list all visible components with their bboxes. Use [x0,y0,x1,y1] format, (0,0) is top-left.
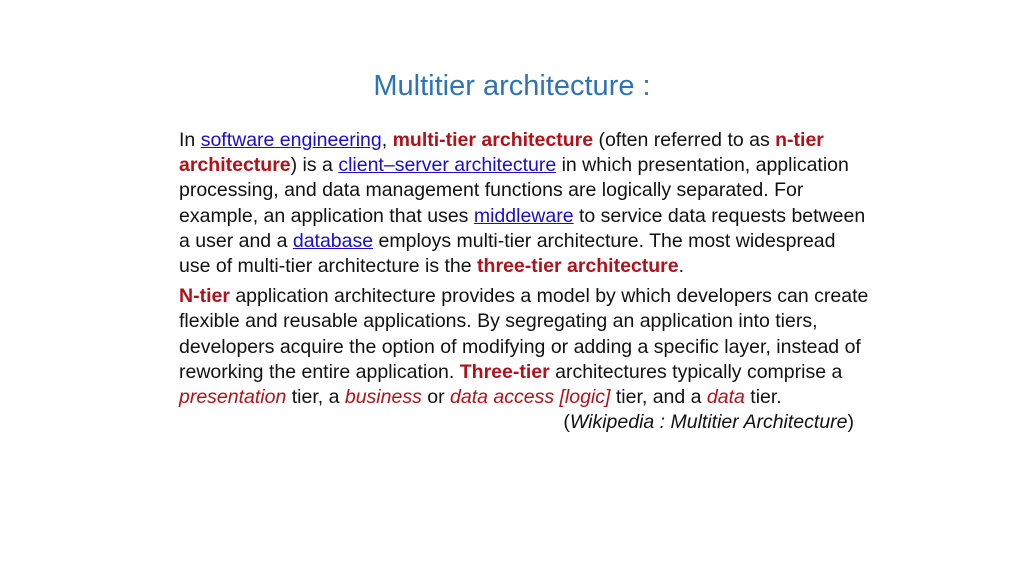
link-middleware[interactable]: middleware [473,204,574,227]
link-database[interactable]: database [292,229,374,252]
text-fragment: architectures typically comprise a [549,360,843,383]
text-fragment: (often referred to as [593,129,776,151]
text-fragment: . [678,255,685,278]
text-fragment: ) is a [290,154,339,177]
citation [179,410,869,435]
term-presentation: presentation [179,386,287,409]
link-client-server-architecture[interactable]: client–server architecture [338,154,557,177]
text-fragment: tier, a [286,386,345,409]
citation-close-paren: ) [847,411,854,434]
paragraph-definition [179,128,869,279]
text-fragment: in which presentation, application processing, and data management functions are logically separated. For example, an application that uses [179,154,849,227]
text-fragment: In [179,129,201,151]
term-n-tier-architecture: n-tier architecture [179,129,824,177]
text-fragment: tier, and a [610,386,707,409]
term-three-tier-architecture: three-tier architecture [477,255,679,278]
term-data: data [706,386,745,409]
text-fragment: or [421,386,451,409]
text-fragment: to service data requests between a user and a [179,204,866,252]
term-multi-tier-architecture: multi-tier architecture [392,129,594,151]
citation-open-paren: ( [563,411,570,434]
text-fragment: employs multi-tier architecture. The most widespread use of multi-tier architecture is the [179,229,836,278]
text-fragment: , [381,129,393,151]
term-n-tier: N-tier [179,285,230,308]
link-software-engineering[interactable]: software engineering [200,129,382,151]
term-business: business [344,386,422,409]
slide-body [179,128,869,435]
term-three-tier: Three-tier [459,360,550,383]
citation-source: Wikipedia : Multitier Architecture [569,411,848,434]
paragraph-n-tier [179,284,869,410]
slide-title: Multitier architecture : [373,70,651,102]
text-fragment: application architecture provides a model by which developers can create flexible and reusable applications. By segregating an application into tiers, developers acquire the option of modifying or adding a specific layer, instead of reworking the entire application. [179,285,869,383]
term-data-access-logic: data access [logic] [450,386,611,409]
text-fragment: tier. [744,386,782,409]
